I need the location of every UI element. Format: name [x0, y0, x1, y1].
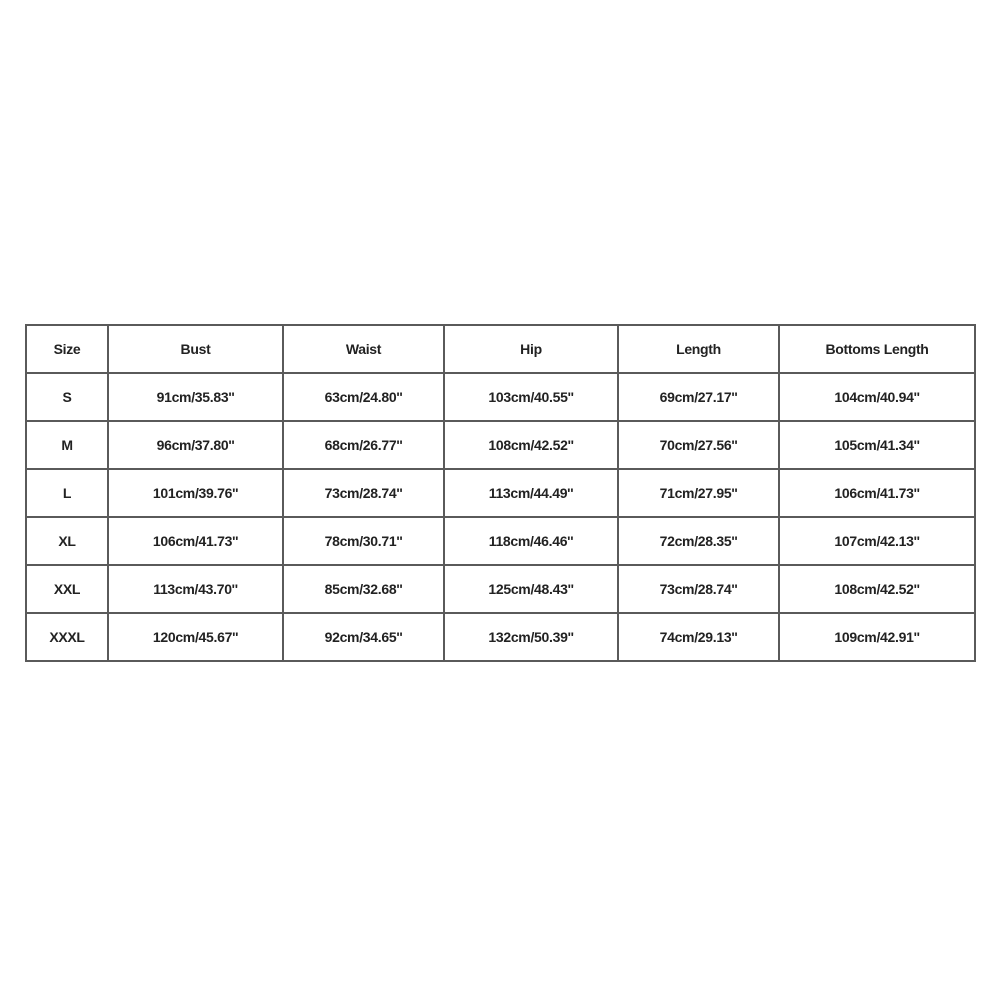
header-hip: Hip [444, 325, 618, 373]
cell-waist: 85cm/32.68'' [283, 565, 444, 613]
cell-length: 74cm/29.13'' [618, 613, 779, 661]
cell-size: XXXL [26, 613, 108, 661]
cell-hip: 132cm/50.39'' [444, 613, 618, 661]
cell-waist: 63cm/24.80'' [283, 373, 444, 421]
cell-bottoms-length: 105cm/41.34'' [779, 421, 975, 469]
cell-length: 71cm/27.95'' [618, 469, 779, 517]
cell-hip: 113cm/44.49'' [444, 469, 618, 517]
cell-bust: 113cm/43.70'' [108, 565, 283, 613]
cell-waist: 78cm/30.71'' [283, 517, 444, 565]
cell-length: 73cm/28.74'' [618, 565, 779, 613]
header-waist: Waist [283, 325, 444, 373]
cell-length: 70cm/27.56'' [618, 421, 779, 469]
cell-size: S [26, 373, 108, 421]
header-bust: Bust [108, 325, 283, 373]
cell-waist: 68cm/26.77'' [283, 421, 444, 469]
cell-waist: 92cm/34.65'' [283, 613, 444, 661]
cell-bottoms-length: 109cm/42.91'' [779, 613, 975, 661]
cell-hip: 125cm/48.43'' [444, 565, 618, 613]
cell-bottoms-length: 108cm/42.52'' [779, 565, 975, 613]
cell-bust: 106cm/41.73'' [108, 517, 283, 565]
table-row [26, 421, 975, 469]
cell-waist: 73cm/28.74'' [283, 469, 444, 517]
cell-bust: 101cm/39.76'' [108, 469, 283, 517]
cell-bottoms-length: 104cm/40.94'' [779, 373, 975, 421]
cell-bust: 96cm/37.80'' [108, 421, 283, 469]
table-row [26, 613, 975, 661]
cell-bottoms-length: 107cm/42.13'' [779, 517, 975, 565]
cell-length: 69cm/27.17'' [618, 373, 779, 421]
cell-hip: 108cm/42.52'' [444, 421, 618, 469]
header-row [26, 325, 975, 373]
cell-hip: 103cm/40.55'' [444, 373, 618, 421]
header-size: Size [26, 325, 108, 373]
cell-hip: 118cm/46.46'' [444, 517, 618, 565]
cell-bottoms-length: 106cm/41.73'' [779, 469, 975, 517]
header-bottoms-length: Bottoms Length [779, 325, 975, 373]
table-row [26, 517, 975, 565]
table-row [26, 373, 975, 421]
table-row [26, 469, 975, 517]
size-chart-table [25, 324, 976, 662]
cell-bust: 120cm/45.67'' [108, 613, 283, 661]
cell-length: 72cm/28.35'' [618, 517, 779, 565]
cell-size: XL [26, 517, 108, 565]
cell-bust: 91cm/35.83'' [108, 373, 283, 421]
cell-size: L [26, 469, 108, 517]
table-row [26, 565, 975, 613]
cell-size: M [26, 421, 108, 469]
cell-size: XXL [26, 565, 108, 613]
header-length: Length [618, 325, 779, 373]
